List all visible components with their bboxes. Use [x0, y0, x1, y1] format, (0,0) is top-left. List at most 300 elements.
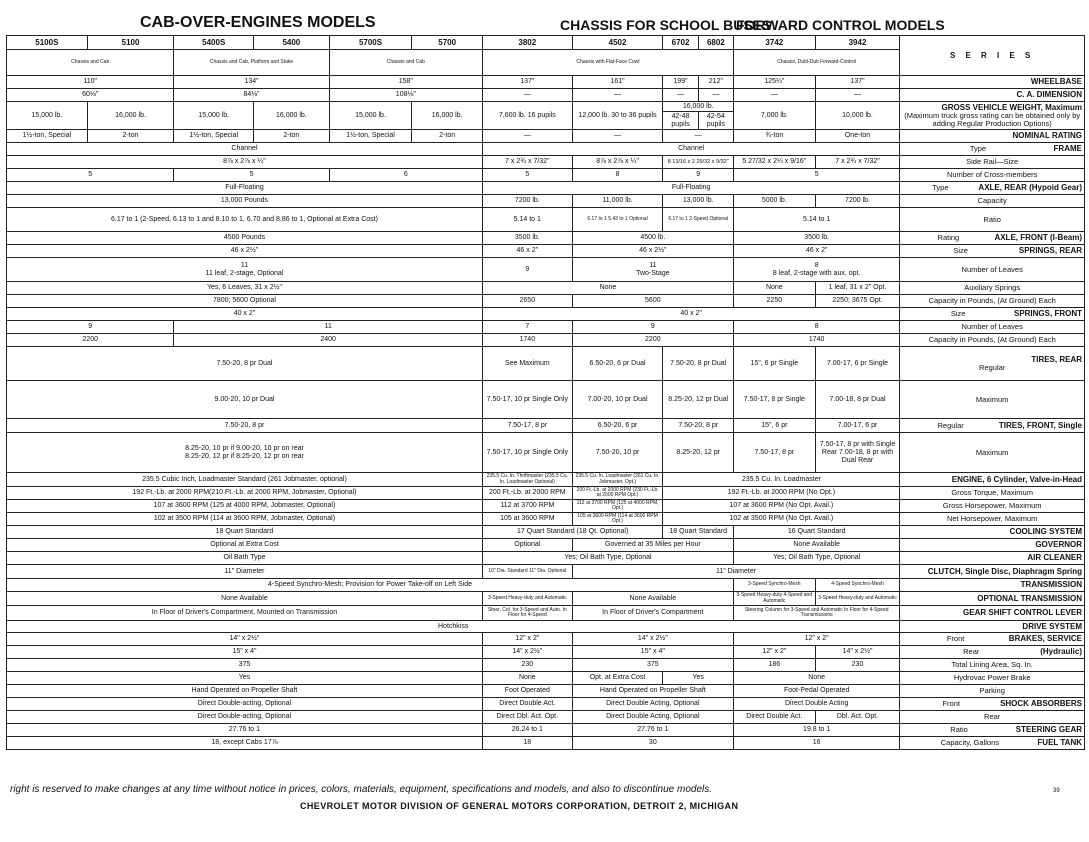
spec-cell: 7.00-17, 6 pr Single — [815, 347, 900, 381]
spec-cell: 26.24 to 1 — [482, 724, 572, 737]
transmission-row — [7, 579, 1085, 592]
spec-cell: Yes — [663, 672, 734, 685]
spec-cell: 186 — [733, 659, 815, 672]
spec-cell: Governed at 35 Miles per Hour — [572, 539, 733, 552]
spec-cell: Full-Floating — [7, 182, 483, 195]
spec-cell: 5 — [7, 169, 174, 182]
row-label: C. A. DIMENSION — [900, 89, 1085, 102]
spec-cell: 15", 6 pr — [733, 419, 815, 433]
spec-cell: See Maximum — [482, 347, 572, 381]
clutch-row — [7, 565, 1085, 579]
series-row — [7, 36, 1085, 50]
spec-cell: 5.14 to 1 — [482, 208, 572, 232]
row-label: Maximum — [900, 433, 1085, 473]
spec-cell: 3500 lb. — [482, 232, 572, 245]
spec-cell: 13,000 Pounds — [7, 195, 483, 208]
spec-cell: Hand Operated on Propeller Shaft — [572, 685, 733, 698]
spec-cell: Opt. at Extra Cost — [572, 672, 663, 685]
spec-cell: 18 Quart Standard — [663, 526, 734, 539]
forward-control-title: FORWARD CONTROL MODELS — [736, 17, 945, 33]
spec-cell: Dbl. Act. Opt. — [815, 711, 900, 724]
spec-cell: 108⅛" — [329, 89, 482, 102]
spec-cell: 8⅞ x 2⅞ x ¼" — [572, 156, 663, 169]
spec-cell: 2250; 3675 Opt. — [815, 295, 900, 308]
spec-cell: Yes; Oil Bath Type, Optional — [482, 552, 733, 565]
spec-cell: 40 x 2" — [482, 308, 899, 321]
series-cell: 3742 — [733, 36, 815, 50]
spec-cell: — — [733, 89, 815, 102]
spec-cell: 15", 6 pr Single — [733, 347, 815, 381]
spec-cell: 11 — [174, 321, 483, 334]
spec-cell: Channel — [7, 143, 483, 156]
spec-cell: 112 at 3700 RPM — [482, 500, 572, 513]
spec-cell: Yes, 6 Leaves, 31 x 2½" — [7, 282, 483, 295]
spec-cell: 200 Ft.-Lb. at 2000 RPM — [482, 487, 572, 500]
spec-cell: Optional at Extra Cost — [7, 539, 483, 552]
spec-cell: 125¼" — [733, 76, 815, 89]
row-label: Front BRAKES, SERVICE — [900, 633, 1085, 646]
spec-cell: 30 — [572, 737, 733, 750]
spec-cell: Full-Floating — [482, 182, 899, 195]
spec-cell: 2650 — [482, 295, 572, 308]
spec-cell: 5 — [482, 169, 572, 182]
spec-cell: 199" — [663, 76, 698, 89]
spec-cell: 12" x 2" — [482, 633, 572, 646]
spec-cell: In Floor of Driver's Compartment — [572, 606, 733, 621]
spec-cell: 8.25-20, 10 pr if 9.00-20, 10 pr on rear 8.25-20, 12 pr if 8.25-20, 12 pr on rear — [7, 433, 483, 473]
spec-cell: 8 — [572, 169, 663, 182]
row-label: Regular TIRES, FRONT, Single — [900, 419, 1085, 433]
spec-cell: 2200 — [7, 334, 174, 347]
spec-cell: 4500 Pounds — [7, 232, 483, 245]
spec-cell: 10" Dia. Standard 11" Dia. Optional — [482, 565, 572, 579]
spec-cell: ¾-ton — [733, 130, 815, 143]
spec-cell: Direct Double Act. — [482, 698, 572, 711]
spec-cell: — — [698, 89, 733, 102]
governor-row — [7, 539, 1085, 552]
spec-cell: 11,000 lb. — [572, 195, 663, 208]
front-tires-regular-row — [7, 419, 1085, 433]
spec-cell: 235.5 Cu. In. Loadmaster — [663, 473, 900, 487]
spec-cell: 102 at 3500 RPM (No Opt. Avail.) — [663, 513, 900, 526]
spec-cell: 134" — [174, 76, 329, 89]
spec-cell: 7,000 lb. — [733, 102, 815, 130]
spec-cell: None — [733, 672, 899, 685]
series-cell: 5400 — [254, 36, 330, 50]
spec-cell: 15,000 lb. — [329, 102, 412, 130]
spec-cell: 7 x 2¾ x 7/32" — [815, 156, 900, 169]
row-label: GOVERNOR — [900, 539, 1085, 552]
cooling-row — [7, 526, 1085, 539]
rear-spring-capacity-row — [7, 295, 1085, 308]
body-type-cell: Chassis and Cab, Platform and Stake — [174, 50, 329, 76]
hydrovac-row — [7, 672, 1085, 685]
spec-cell: Hotchkiss — [7, 621, 900, 633]
spec-cell: None — [482, 672, 572, 685]
spec-cell: 235.5 Cu. In. Thriftmaster (235.5 Cu. In. Loadmaster Optional) — [482, 473, 572, 487]
rear-spring-size-row — [7, 245, 1085, 258]
spec-cell: 7.00-17, 6 pr — [815, 419, 900, 433]
row-label: Rear (Hydraulic) — [900, 646, 1085, 659]
spec-cell: None — [482, 282, 733, 295]
row-label: TRANSMISSION — [900, 579, 1085, 592]
spec-cell: 161" — [572, 76, 663, 89]
spec-cell: 137" — [815, 76, 900, 89]
spec-cell: 16,000 lb. — [87, 102, 174, 130]
spec-cell: 9.00-20, 10 pr Dual — [7, 381, 483, 419]
spec-cell: 9 — [7, 321, 174, 334]
row-label: Type FRAME — [900, 143, 1085, 156]
front-leaves-row — [7, 321, 1085, 334]
spec-cell: 1740 — [482, 334, 572, 347]
row-label: Rear — [900, 711, 1085, 724]
series-cell: 6802 — [698, 36, 733, 50]
spec-cell: 6 — [329, 169, 482, 182]
spec-cell: Foot Operated — [482, 685, 572, 698]
spec-cell: 7 x 2¾ x 7/32" — [482, 156, 572, 169]
spec-cell: 46 x 2½" — [572, 245, 733, 258]
rear-leaves-row — [7, 258, 1085, 282]
specifications-table — [6, 35, 1085, 750]
row-label: NOMINAL RATING — [900, 130, 1085, 143]
spec-cell: 235.5 Cu. In. Loadmaster (261 Cu. In. Jobmaster, Opt.) — [572, 473, 663, 487]
row-label: Total Lining Area, Sq. In. — [900, 659, 1085, 672]
series-cell: 4502 — [572, 36, 663, 50]
school-bus-title: CHASSIS FOR SCHOOL BUSES — [560, 17, 772, 33]
spec-cell: 18 — [482, 737, 572, 750]
spec-cell: 3-Speed Heavy-duty and Automatic — [482, 592, 572, 606]
rear-axle-capacity-row — [7, 195, 1085, 208]
spec-cell: 3500 lb. — [733, 232, 899, 245]
row-label: Size SPRINGS, FRONT — [900, 308, 1085, 321]
brakes-front-row — [7, 633, 1085, 646]
spec-cell: 212" — [698, 76, 733, 89]
series-cell: 5400S — [174, 36, 254, 50]
spec-cell: 7.50-20, 10 pr — [572, 433, 663, 473]
row-label: Rating AXLE, FRONT (I-Beam) — [900, 232, 1085, 245]
row-label: Net Horsepower, Maximum — [900, 513, 1085, 526]
spec-cell: 8 — [733, 321, 899, 334]
front-axle-row — [7, 232, 1085, 245]
series-label: S E R I E S — [900, 36, 1085, 76]
spec-cell: 7.50-20, 8 pr — [663, 419, 734, 433]
spec-cell: 6.50-20, 6 pr — [572, 419, 663, 433]
net-horsepower-row — [7, 513, 1085, 526]
row-label: Gross Horsepower, Maximum — [900, 500, 1085, 513]
spec-cell: 375 — [7, 659, 483, 672]
spec-cell: Channel — [482, 143, 899, 156]
row-label: Gross Torque, Maximum — [900, 487, 1085, 500]
spec-cell: 5 — [733, 169, 899, 182]
gear-shift-row — [7, 606, 1085, 621]
spec-cell: Optional — [482, 539, 572, 552]
spec-cell: 12,000 lb. 30 to 36 pupils — [572, 102, 663, 130]
spec-cell: 230 — [482, 659, 572, 672]
spec-cell: 16 — [733, 737, 899, 750]
row-label: Number of Cross-members — [900, 169, 1085, 182]
gvw-note: (Maximum truck gross rating can be obtained only by adding Regular Production Options) — [904, 110, 1081, 128]
body-type-cell: Chassis and Cab — [329, 50, 482, 76]
spec-cell: 46 x 2½" — [7, 245, 483, 258]
spec-cell: 19.8 to 1 — [733, 724, 899, 737]
spec-cell: 16,000 lb. — [412, 102, 483, 130]
spec-cell: 1½-ton, Special — [174, 130, 254, 143]
spec-cell: 8 13/16 x 2 29/32 x 9/32" — [663, 156, 734, 169]
spec-cell: — — [572, 89, 663, 102]
steering-ratio-row — [7, 724, 1085, 737]
spec-cell: 4-Speed Synchro-Mesh; Provision for Power Take-off on Left Side — [7, 579, 734, 592]
front-spring-capacity-row — [7, 334, 1085, 347]
spec-cell: — — [572, 130, 663, 143]
spec-cell: 6.17 to 1 5.43 to 1 Optional — [572, 208, 663, 232]
spec-cell: 2-ton — [87, 130, 174, 143]
spec-cell: 105 at 3600 RPM (114 at 3600 RPM Opt.) — [572, 513, 663, 526]
air-cleaner-row — [7, 552, 1085, 565]
front-tires-maximum-row — [7, 433, 1085, 473]
spec-cell: 9 — [482, 258, 572, 282]
front-spring-size-row — [7, 308, 1085, 321]
spec-cell: 27.76 to 1 — [572, 724, 733, 737]
row-label: Type AXLE, REAR (Hypoid Gear) — [900, 182, 1085, 195]
spec-cell: 16,000 lb. — [254, 102, 330, 130]
row-label: COOLING SYSTEM — [900, 526, 1085, 539]
spec-cell: 40 x 2" — [7, 308, 483, 321]
row-label: DRIVE SYSTEM — [900, 621, 1085, 633]
spec-cell: 102 at 3500 RPM (114 at 3600 RPM, Jobmaster, Optional) — [7, 513, 483, 526]
series-cell: 5700S — [329, 36, 412, 50]
frame-type-row — [7, 143, 1085, 156]
spec-cell: 7.50-17, 8 pr — [482, 419, 572, 433]
drive-system-row — [7, 621, 1085, 633]
spec-cell: Direct Double Acting — [733, 698, 899, 711]
spec-cell: 11" Diameter — [572, 565, 900, 579]
row-label: OPTIONAL TRANSMISSION — [900, 592, 1085, 606]
row-label: Number of Leaves — [900, 258, 1085, 282]
spec-cell: 1½-ton, Special — [329, 130, 412, 143]
cross-members-row — [7, 169, 1085, 182]
spec-cell: 3-Speed Synchro-Mesh — [733, 579, 815, 592]
spec-cell: — — [815, 89, 900, 102]
spec-cell: 3-Speed Heavy-duty 4-Speed and Automatic — [733, 592, 815, 606]
spec-cell: 192 Ft.-Lb. at 2000 RPM(210 Ft.-Lb. at 2000 RPM, Jobmaster, Optional) — [7, 487, 483, 500]
gross-horsepower-row — [7, 500, 1085, 513]
spec-cell: 6.50-20, 6 pr Dual — [572, 347, 663, 381]
rear-axle-ratio-row — [7, 208, 1085, 232]
ca-dimension-row — [7, 89, 1085, 102]
spec-cell: 8.25-20, 12 pr Dual — [663, 381, 734, 419]
spec-cell: Steer. Col. for 3-Speed and Auto. In Floor for 4-Speed — [482, 606, 572, 621]
fuel-tank-row — [7, 737, 1085, 750]
rear-axle-type-row — [7, 182, 1085, 195]
disclaimer-note: right is reserved to make changes at any time without notice in prices, colors, materials, equipment, specifications and models, and also to discontinue models. — [10, 784, 713, 795]
spec-cell: 9 — [663, 169, 734, 182]
row-label: Parking — [900, 685, 1085, 698]
spec-cell: 5000 lb. — [733, 195, 815, 208]
shock-front-row — [7, 698, 1085, 711]
spec-cell: 3-Speed Heavy-duty and Automatic — [815, 592, 900, 606]
spec-cell: None Available — [572, 592, 733, 606]
row-label: TIRES, REAR Regular — [900, 347, 1085, 381]
spec-cell: 7.50-17, 8 pr with Single Rear 7.00-18, 8 pr with Dual Rear — [815, 433, 900, 473]
row-label: Side Rail—Size — [900, 156, 1085, 169]
spec-cell: 8 8 leaf, 2-stage with aux. opt. — [733, 258, 899, 282]
spec-cell: 4-Speed Synchro-Mesh — [815, 579, 900, 592]
spec-cell: None — [733, 282, 815, 295]
spec-cell: 16 Quart Standard — [733, 526, 899, 539]
spec-cell: 7.50-20, 8 pr Dual — [7, 347, 483, 381]
spec-cell: 1 leaf, 31 x 2" Opt. — [815, 282, 900, 295]
spec-cell: 18 Quart Standard — [7, 526, 483, 539]
spec-cell: 5 27/32 x 2¼ x 9/16" — [733, 156, 815, 169]
spec-cell: 14" x 2½" — [572, 633, 733, 646]
spec-cell: 15,000 lb. — [174, 102, 254, 130]
spec-cell: Oil Bath Type — [7, 552, 483, 565]
spec-cell: 107 at 3600 RPM (No Opt. Avail.) — [663, 500, 900, 513]
spec-cell: Steering Column for 3-Speed and Automatic In Floor for 4-Speed Transmissions — [733, 606, 899, 621]
spec-cell: 16,000 lb. — [663, 102, 734, 112]
row-label: Number of Leaves — [900, 321, 1085, 334]
spec-cell: Yes; Oil Bath Type, Optional — [733, 552, 899, 565]
engine-row — [7, 473, 1085, 487]
aux-springs-row — [7, 282, 1085, 295]
spec-cell: 7200 lb. — [815, 195, 900, 208]
row-label: CLUTCH, Single Disc, Diaphragm Spring — [900, 565, 1085, 579]
spec-cell: In Floor of Driver's Compartment, Mounted on Transmission — [7, 606, 483, 621]
gvw-row — [7, 102, 1085, 112]
series-cell: 5100S — [7, 36, 88, 50]
series-cell: 5700 — [412, 36, 483, 50]
row-label: WHEELBASE — [900, 76, 1085, 89]
cab-over-title: CAB-OVER-ENGINES MODELS — [140, 14, 376, 31]
row-label: Ratio — [900, 208, 1085, 232]
row-label: Front SHOCK ABSORBERS — [900, 698, 1085, 711]
spec-cell: 7.50-20, 8 pr — [7, 419, 483, 433]
spec-cell: 4500 lb. — [572, 232, 733, 245]
spec-cell: 11 11 leaf, 2-stage, Optional — [7, 258, 483, 282]
company-line: CHEVROLET MOTOR DIVISION OF GENERAL MOTORS CORPORATION, DETROIT 2, MICHIGAN — [300, 801, 739, 811]
spec-cell: 11" Diameter — [7, 565, 483, 579]
spec-cell: 6.17 to 1 (2-Speed, 6.13 to 1 and 8.10 to 1, 6.70 and 8.86 to 1, Optional at Extra Cost) — [7, 208, 483, 232]
spec-cell: 10,000 lb. — [815, 102, 900, 130]
spec-cell: 15" x 4" — [7, 646, 483, 659]
spec-cell: None Available — [7, 592, 483, 606]
spec-cell: 14" x 2½" — [482, 646, 572, 659]
spec-cell: 107 at 3600 RPM (125 at 4000 RPM, Jobmaster, Optional) — [7, 500, 483, 513]
spec-cell: 235.5 Cubic Inch, Loadmaster Standard (261 Jobmaster, optional) — [7, 473, 483, 487]
spec-cell: 2200 — [572, 334, 733, 347]
spec-cell: Direct Double Act. — [733, 711, 815, 724]
row-label: Hydrovac Power Brake — [900, 672, 1085, 685]
spec-cell: Foot-Pedal Operated — [733, 685, 899, 698]
spec-cell: 7,600 lb. 16 pupils — [482, 102, 572, 130]
spec-cell: 5.14 to 1 — [733, 208, 899, 232]
row-label: Capacity, Gallons FUEL TANK — [900, 737, 1085, 750]
spec-cell: 1740 — [733, 334, 899, 347]
spec-cell: Hand Operated on Propeller Shaft — [7, 685, 483, 698]
spec-cell: 11 Two-Stage — [572, 258, 733, 282]
spec-cell: 1½-ton, Special — [7, 130, 88, 143]
row-label: Size SPRINGS, REAR — [900, 245, 1085, 258]
spec-cell: 105 at 3600 RPM — [482, 513, 572, 526]
spec-cell: 8.25-20, 12 pr — [663, 433, 734, 473]
spec-cell: 46 x 2" — [482, 245, 572, 258]
spec-cell: 200 Ft.-Lb. at 2000 RPM (230 Ft.-Lb. at 2000 RPM Opt.) — [572, 487, 663, 500]
row-label: GROSS VEHICLE WEIGHT, Maximum (Maximum truck gross rating can be obtained only by adding Regular Production Options) — [900, 102, 1085, 130]
body-type-cell: Chassis with Flat-Face Cowl — [482, 50, 733, 76]
spec-cell: 42-48 pupils — [663, 112, 698, 130]
spec-cell: — — [663, 130, 734, 143]
row-label: Capacity in Pounds, (At Ground) Each — [900, 295, 1085, 308]
row-label: Ratio STEERING GEAR — [900, 724, 1085, 737]
rear-tires-regular-row — [7, 347, 1085, 381]
page-number: 39 — [1053, 788, 1060, 794]
row-label: Auxiliary Springs — [900, 282, 1085, 295]
series-cell: 3802 — [482, 36, 572, 50]
series-cell: 3942 — [815, 36, 900, 50]
row-label: AIR CLEANER — [900, 552, 1085, 565]
spec-cell: 2-ton — [412, 130, 483, 143]
spec-cell: 14" x 2½" — [7, 633, 483, 646]
spec-cell: 15,000 lb. — [7, 102, 88, 130]
wheelbase-row — [7, 76, 1085, 89]
rear-tires-maximum-row — [7, 381, 1085, 419]
spec-cell: 7800; 5600 Optional — [7, 295, 483, 308]
row-label: GEAR SHIFT CONTROL LEVER — [900, 606, 1085, 621]
spec-cell: 12" x 2" — [733, 646, 815, 659]
row-label: Capacity — [900, 195, 1085, 208]
spec-cell: Direct Dbl. Act. Opt. — [482, 711, 572, 724]
spec-cell: None Available — [733, 539, 899, 552]
spec-cell: 375 — [572, 659, 733, 672]
spec-cell: 7.00-18, 8 pr Dual — [815, 381, 900, 419]
side-rail-row — [7, 156, 1085, 169]
shock-rear-row — [7, 711, 1085, 724]
row-label: ENGINE, 6 Cylinder, Valve-in-Head — [900, 473, 1085, 487]
spec-cell: One-ton — [815, 130, 900, 143]
spec-cell: 230 — [815, 659, 900, 672]
spec-cell: 112 at 3700 RPM (125 at 4000 RPM, Opt.) — [572, 500, 663, 513]
spec-cell: 2250 — [733, 295, 815, 308]
spec-cell: 7 — [482, 321, 572, 334]
spec-cell: 7.50-17, 8 pr — [733, 433, 815, 473]
spec-cell: — — [482, 130, 572, 143]
spec-cell: — — [663, 89, 698, 102]
parking-brake-row — [7, 685, 1085, 698]
spec-cell: 7.50-17, 8 pr Single — [733, 381, 815, 419]
spec-cell: 46 x 2" — [733, 245, 899, 258]
spec-cell: Yes — [7, 672, 483, 685]
spec-cell: Direct Double-acting, Optional — [7, 711, 483, 724]
spec-cell: 158" — [329, 76, 482, 89]
lining-area-row — [7, 659, 1085, 672]
row-label: Maximum — [900, 381, 1085, 419]
spec-cell: 110" — [7, 76, 174, 89]
spec-cell: 27.76 to 1 — [7, 724, 483, 737]
nominal-rating-row — [7, 130, 1085, 143]
spec-cell: 5600 — [572, 295, 733, 308]
spec-cell: 137" — [482, 76, 572, 89]
spec-cell: Direct Double-acting, Optional — [7, 698, 483, 711]
gross-torque-row — [7, 487, 1085, 500]
spec-cell: — — [482, 89, 572, 102]
optional-transmission-row — [7, 592, 1085, 606]
spec-cell: 84⅛" — [174, 89, 329, 102]
spec-cell: Direct Double Acting, Optional — [572, 711, 733, 724]
brakes-rear-row — [7, 646, 1085, 659]
spec-cell: 42-54 pupils — [698, 112, 733, 130]
spec-cell: 9 — [572, 321, 733, 334]
spec-cell: 7.50-20, 8 pr Dual — [663, 347, 734, 381]
